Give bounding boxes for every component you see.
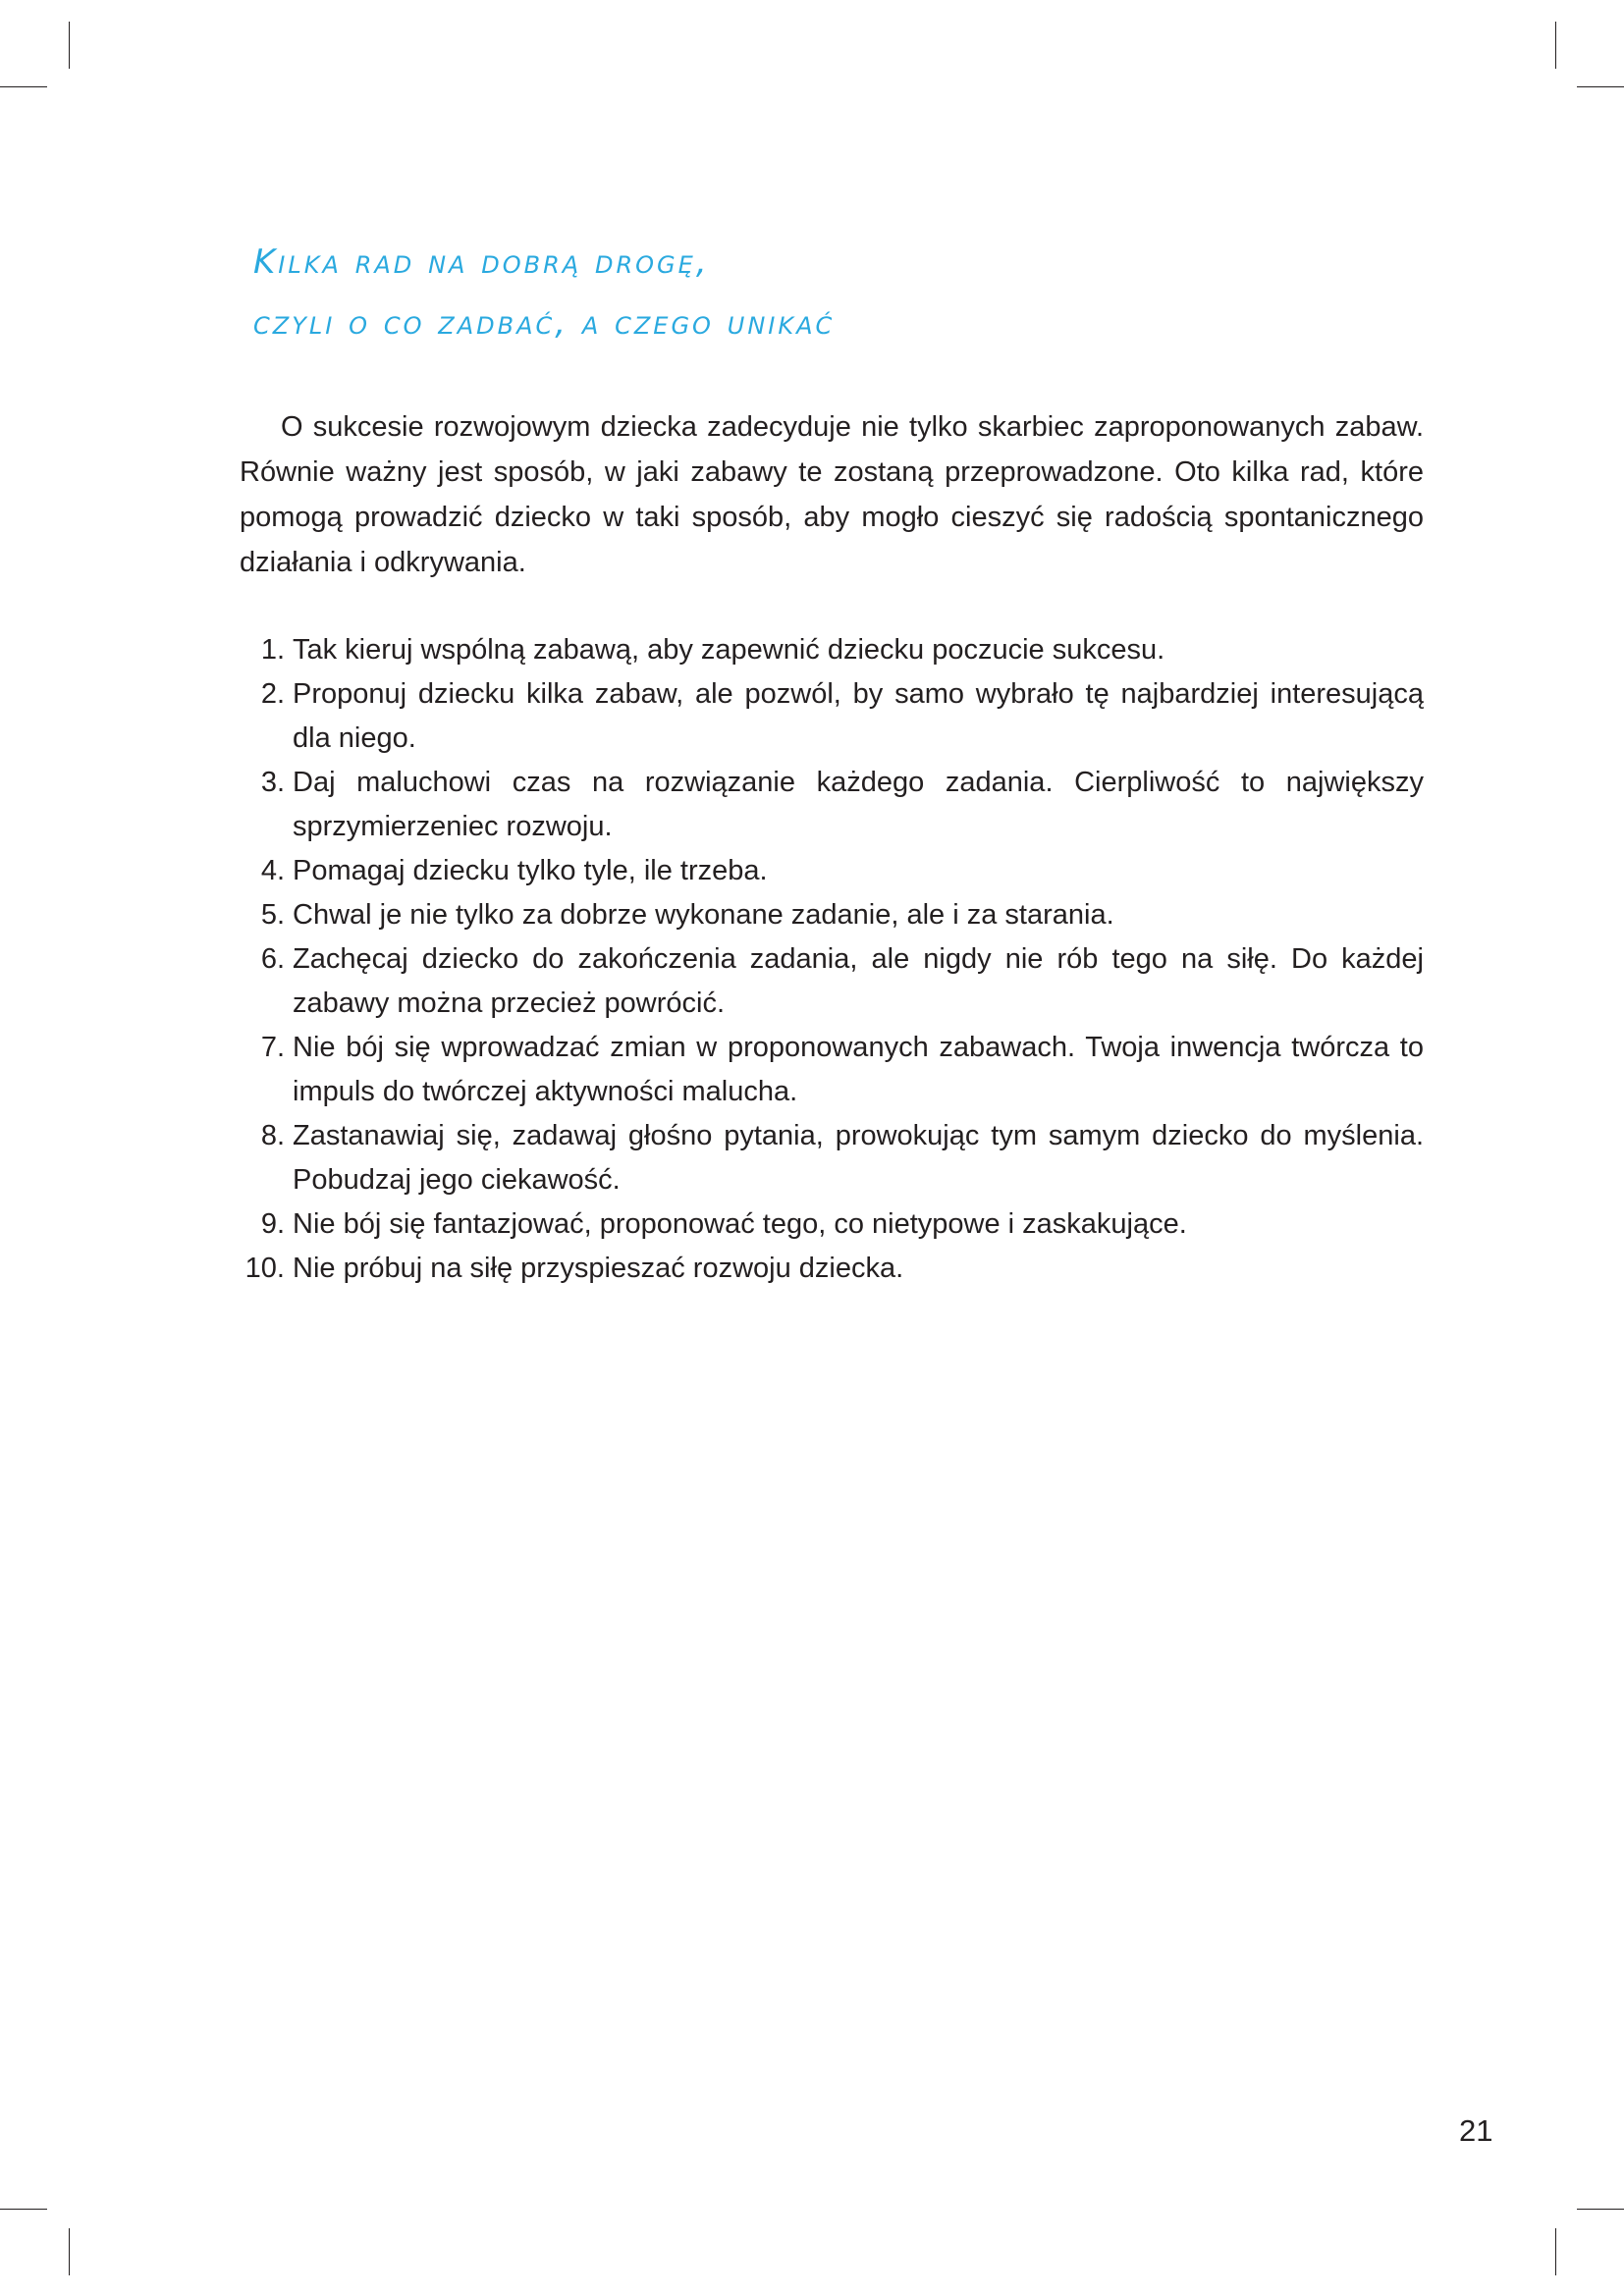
list-item xyxy=(240,1114,1424,1202)
list-item-text: Nie próbuj na siłę przyspieszać rozwoju dziecka. xyxy=(293,1253,904,1284)
list-item xyxy=(240,849,1424,893)
list-item xyxy=(240,1247,1424,1291)
list-item-number: 9. xyxy=(260,1208,285,1240)
list-item xyxy=(240,672,1424,761)
crop-mark-bottom-left-vertical xyxy=(69,2228,70,2275)
crop-mark-top-right-horizontal xyxy=(1577,86,1624,87)
list-item-text: Proponuj dziecku kilka zabaw, ale pozwól, by samo wybrało tę najbardziej interesującą dla niego. xyxy=(293,678,1424,754)
crop-mark-top-left-horizontal xyxy=(0,86,47,87)
list-item-text: Pomagaj dziecku tylko tyle, ile trzeba. xyxy=(293,855,768,886)
section-heading-line-1: Kilka rad na dobrą drogę, xyxy=(253,242,710,282)
crop-mark-top-left-vertical xyxy=(69,22,70,69)
list-item-number: 10. xyxy=(244,1253,285,1284)
list-item-number: 7. xyxy=(260,1032,285,1063)
crop-mark-bottom-left-horizontal xyxy=(0,2209,47,2210)
section-heading-line-2: czyli o co zadbać, a czego unikać xyxy=(253,303,836,343)
crop-mark-bottom-right-vertical xyxy=(1555,2228,1556,2275)
intro-paragraph: O sukcesie rozwojowym dziecka zadecyduje nie tylko skarbiec zaproponowanych zabaw. Równie ważny jest sposób, w jaki zabawy te zostaną przeprowadzone. Oto kilka rad, które pomogą prowadzić dziecko w taki sposób, aby mogło cieszyć się radością spontanicznego działania i odkrywania. xyxy=(240,411,1424,578)
list-item xyxy=(240,628,1424,672)
list-item-number: 8. xyxy=(260,1120,285,1151)
list-item-number: 3. xyxy=(260,767,285,798)
list-item-number: 2. xyxy=(260,678,285,710)
list-item xyxy=(240,937,1424,1026)
crop-mark-top-right-vertical xyxy=(1555,22,1556,69)
list-item-text: Chwal je nie tylko za dobrze wykonane zadanie, ale i za starania. xyxy=(293,899,1114,931)
tips-list xyxy=(240,628,1424,1291)
list-item-text: Zastanawiaj się, zadawaj głośno pytania, prowokując tym samym dziecko do myślenia. Pobudzaj jego ciekawość. xyxy=(293,1120,1424,1196)
page-number: 21 xyxy=(1459,2113,1493,2148)
list-item xyxy=(240,761,1424,849)
list-item-number: 5. xyxy=(260,899,285,931)
crop-mark-bottom-right-horizontal xyxy=(1577,2209,1624,2210)
list-item-text: Zachęcaj dziecko do zakończenia zadania, ale nigdy nie rób tego na siłę. Do każdej zabawy można przecież powrócić. xyxy=(293,943,1424,1019)
list-item xyxy=(240,893,1424,937)
list-item-text: Nie bój się wprowadzać zmian w proponowanych zabawach. Twoja inwencja twórcza to impuls do twórczej aktywności malucha. xyxy=(293,1032,1424,1107)
section-heading xyxy=(253,232,835,353)
list-item-number: 1. xyxy=(260,634,285,666)
list-item-number: 4. xyxy=(260,855,285,886)
list-item xyxy=(240,1202,1424,1247)
list-item-text: Daj maluchowi czas na rozwiązanie każdego zadania. Cierpliwość to największy sprzymierzeniec rozwoju. xyxy=(293,767,1424,842)
list-item-number: 6. xyxy=(260,943,285,975)
list-item-text: Nie bój się fantazjować, proponować tego, co nietypowe i zaskakujące. xyxy=(293,1208,1187,1240)
list-item-text: Tak kieruj wspólną zabawą, aby zapewnić dziecku poczucie sukcesu. xyxy=(293,634,1165,666)
list-item xyxy=(240,1026,1424,1114)
